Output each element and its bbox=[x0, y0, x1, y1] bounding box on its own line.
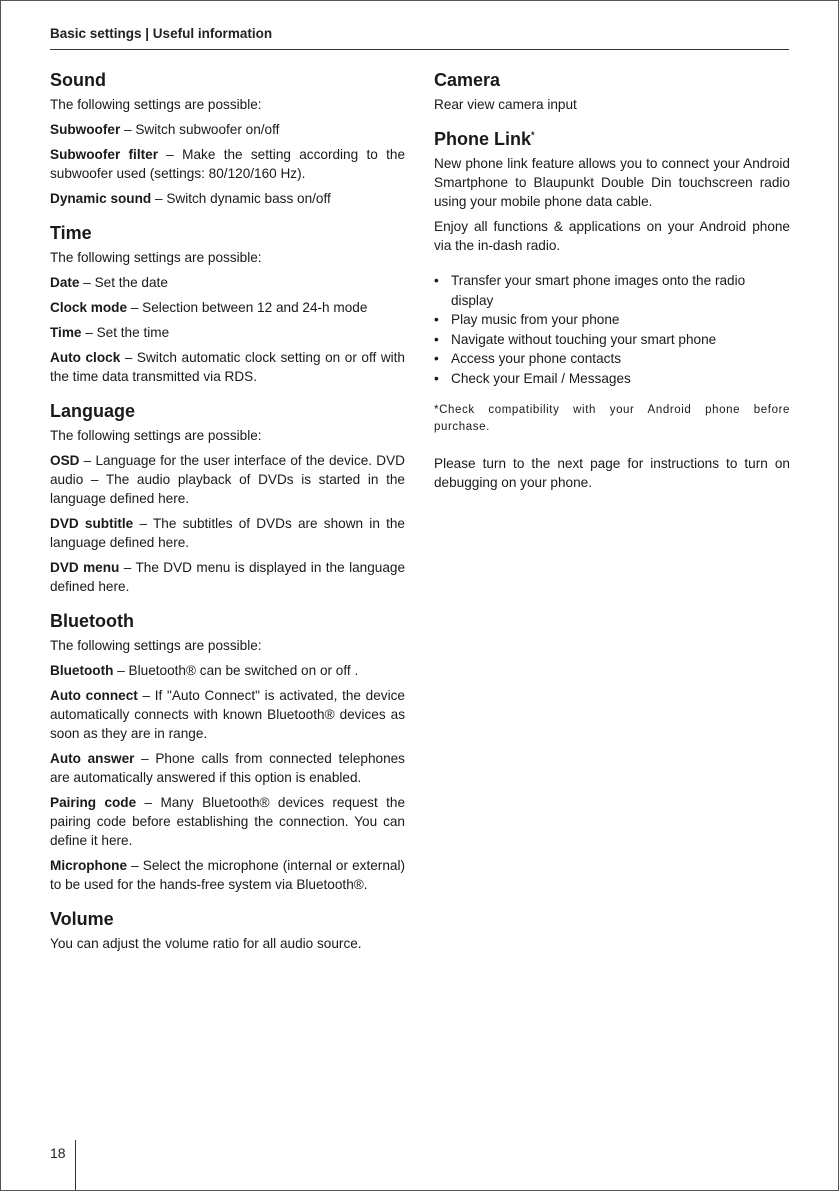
section-time bbox=[50, 221, 405, 386]
setting-term: DVD menu bbox=[50, 560, 120, 575]
list-item bbox=[434, 330, 790, 350]
setting-desc: – Switch automatic clock setting on or off with the time data transmitted via RDS. bbox=[50, 350, 405, 384]
section-volume bbox=[50, 907, 405, 953]
feature-list bbox=[434, 271, 790, 388]
phone-link-para: New phone link feature allows you to connect your Android Smartphone to Blaupunkt Double Din touchscreen radio using your mobile phone data cable. bbox=[434, 156, 790, 209]
setting-desc: – Make the setting according to the subwoofer used (settings: 80/120/160 Hz). bbox=[50, 147, 405, 181]
next-page-note: Please turn to the next page for instructions to turn on debugging on your phone. bbox=[434, 456, 790, 490]
list-item bbox=[434, 271, 790, 310]
setting-term: Dynamic sound bbox=[50, 191, 152, 206]
setting-term: Subwoofer bbox=[50, 122, 121, 137]
footer-divider bbox=[75, 1140, 76, 1190]
setting-term: Time bbox=[50, 325, 82, 340]
section-intro: The following settings are possible: bbox=[50, 638, 262, 653]
section-heading: Bluetooth bbox=[50, 611, 134, 631]
list-item-text: Navigate without touching your smart phone bbox=[451, 331, 717, 347]
setting-desc: – Switch subwoofer on/off bbox=[120, 122, 280, 137]
list-item-text: Transfer your smart phone images onto the radio display bbox=[451, 273, 746, 308]
list-item-text: Play music from your phone bbox=[451, 312, 620, 327]
setting-term: Subwoofer filter bbox=[50, 147, 158, 162]
footnote-marker: * bbox=[531, 130, 535, 140]
setting-item bbox=[50, 189, 405, 208]
page-number: 18 bbox=[50, 1145, 66, 1161]
setting-term: Microphone bbox=[50, 858, 128, 873]
setting-term: Clock mode bbox=[50, 300, 128, 315]
list-item-text: Access your phone contacts bbox=[451, 351, 622, 366]
section-intro: The following settings are possible: bbox=[50, 97, 262, 112]
header-divider bbox=[50, 49, 789, 50]
section-heading: Sound bbox=[50, 70, 106, 90]
list-item bbox=[434, 310, 790, 330]
section-phone-link bbox=[434, 127, 790, 492]
section-intro: The following settings are possible: bbox=[50, 250, 262, 265]
bullet-icon: • bbox=[434, 312, 439, 327]
section-heading: Camera bbox=[434, 70, 501, 90]
setting-desc: – Bluetooth® can be switched on or off . bbox=[113, 663, 359, 678]
setting-item bbox=[50, 145, 405, 183]
right-column bbox=[434, 68, 790, 505]
setting-term: Pairing code bbox=[50, 795, 137, 810]
phone-link-para: Enjoy all functions & applications on your Android phone via the in-dash radio. bbox=[434, 219, 790, 253]
setting-desc: – Set the date bbox=[79, 275, 168, 290]
setting-item bbox=[50, 793, 405, 850]
section-heading: Time bbox=[50, 223, 92, 243]
section-camera bbox=[434, 68, 790, 114]
setting-item bbox=[50, 514, 405, 552]
list-item-text: Check your Email / Messages bbox=[451, 370, 631, 386]
setting-item bbox=[50, 273, 405, 292]
setting-desc: – Language for the user interface of the device. DVD audio – The audio playback of DVDs is started in the language defined here. bbox=[50, 453, 405, 506]
section-text: Rear view camera input bbox=[434, 97, 577, 112]
setting-desc: – The subtitles of DVDs are shown in the language defined here. bbox=[50, 516, 405, 550]
phone-link-title: Phone Link bbox=[434, 129, 532, 149]
setting-term: Auto connect bbox=[50, 688, 138, 703]
setting-desc: – The DVD menu is displayed in the language defined here. bbox=[50, 560, 406, 594]
setting-desc: – Many Bluetooth® devices request the pairing code before establishing the connection. You can define it here. bbox=[50, 795, 405, 848]
setting-item bbox=[50, 348, 405, 386]
setting-term: Auto clock bbox=[50, 350, 121, 365]
section-sound bbox=[50, 68, 405, 208]
bullet-icon: • bbox=[434, 351, 439, 366]
setting-desc: – Set the time bbox=[81, 325, 170, 340]
setting-item bbox=[50, 686, 405, 743]
list-item bbox=[434, 369, 790, 389]
setting-item bbox=[50, 749, 405, 787]
setting-desc: – Phone calls from connected telephones are automatically answered if this option is enabled. bbox=[50, 751, 405, 785]
setting-item bbox=[50, 856, 405, 894]
setting-desc: – Select the microphone (internal or external) to be used for the hands-free system via Bluetooth®. bbox=[50, 858, 405, 892]
setting-item bbox=[50, 120, 405, 139]
setting-item bbox=[50, 298, 405, 317]
setting-item bbox=[50, 451, 405, 508]
section-language bbox=[50, 399, 405, 596]
left-column bbox=[50, 68, 405, 966]
section-intro: The following settings are possible: bbox=[50, 428, 262, 443]
page-header: Basic settings | Useful information bbox=[50, 26, 273, 41]
setting-term: Date bbox=[50, 275, 80, 290]
bullet-icon: • bbox=[434, 273, 439, 288]
setting-desc: – Switch dynamic bass on/off bbox=[151, 191, 331, 206]
section-heading: Volume bbox=[50, 909, 114, 929]
list-item bbox=[434, 349, 790, 369]
setting-item bbox=[50, 661, 405, 680]
bullet-icon: • bbox=[434, 370, 439, 386]
setting-item bbox=[50, 558, 405, 596]
setting-term: Auto answer bbox=[50, 751, 135, 766]
setting-term: DVD subtitle bbox=[50, 516, 134, 531]
setting-desc: – If "Auto Connect" is activated, the device automatically connects with known Bluetooth® devices as soon as they are in range. bbox=[50, 688, 405, 741]
setting-item bbox=[50, 323, 405, 342]
section-text: You can adjust the volume ratio for all audio source. bbox=[50, 936, 362, 951]
section-heading bbox=[434, 127, 790, 151]
compatibility-note: *Check compatibility with your Android phone before purchase. bbox=[434, 404, 790, 433]
section-bluetooth bbox=[50, 609, 405, 894]
setting-term: OSD bbox=[50, 453, 80, 468]
setting-desc: – Selection between 12 and 24-h mode bbox=[127, 300, 368, 315]
setting-term: Bluetooth bbox=[50, 663, 114, 678]
section-heading: Language bbox=[50, 401, 136, 421]
bullet-icon: • bbox=[434, 331, 439, 347]
